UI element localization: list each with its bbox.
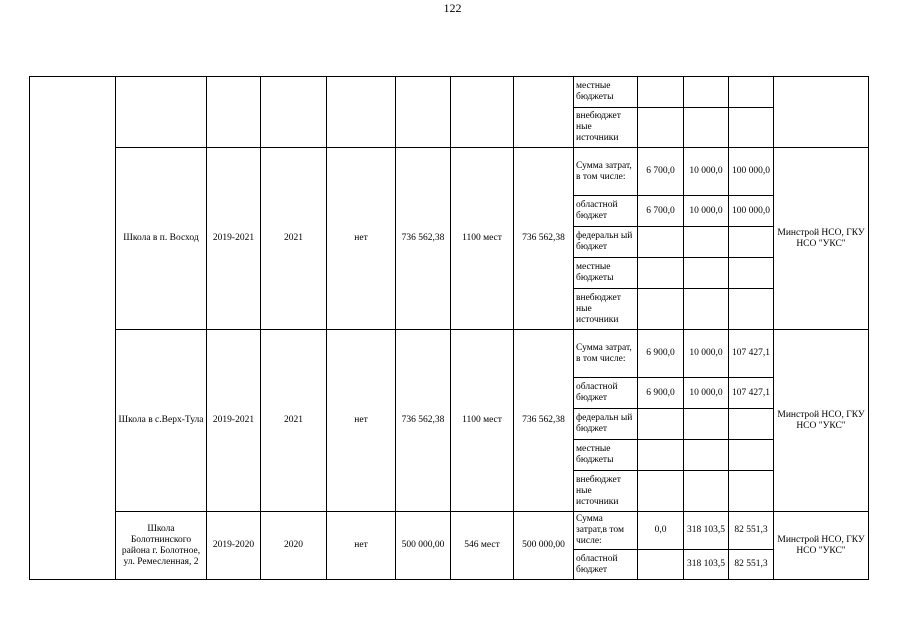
value-cell: 318 103,5	[684, 550, 729, 580]
funding-source-label: местные бюджеты	[574, 440, 638, 471]
funding-source-label: внебюджет ные источники	[574, 471, 638, 512]
value-cell	[684, 258, 729, 289]
period: 2019-2020	[207, 512, 261, 580]
value-cell	[638, 550, 684, 580]
investment-table	[29, 76, 869, 580]
year: 2020	[261, 512, 327, 580]
design-doc-cell	[327, 77, 396, 148]
period: 2019-2021	[207, 148, 261, 330]
value-cell	[684, 227, 729, 258]
remaining-cost: 736 562,38	[514, 330, 574, 512]
funding-source-label: местные бюджеты	[574, 77, 638, 108]
page-number: 122	[443, 1, 462, 15]
object-name: Школа Болотнинского района г. Болотное, ул. Ремесленная, 2	[116, 512, 207, 580]
object-name: Школа в с.Верх-Тула	[116, 330, 207, 512]
period-cell	[207, 77, 261, 148]
capacity-cell	[451, 77, 514, 148]
value-cell: 10 000,0	[684, 330, 729, 378]
period: 2019-2021	[207, 330, 261, 512]
responsible: Минстрой НСО, ГКУ НСО "УКС"	[774, 512, 869, 580]
remaining-cost-cell	[514, 77, 574, 148]
value-cell: 6 700,0	[638, 196, 684, 227]
design-doc: нет	[327, 148, 396, 330]
estimate-cost-cell	[396, 77, 451, 148]
value-cell	[638, 440, 684, 471]
object-name: Школа в п. Восход	[116, 148, 207, 330]
funding-source-label: местные бюджеты	[574, 258, 638, 289]
value-cell	[638, 471, 684, 512]
value-cell	[729, 227, 774, 258]
responsible: Минстрой НСО, ГКУ НСО "УКС"	[774, 148, 869, 330]
value-cell: 107 427,1	[729, 330, 774, 378]
value-cell	[684, 77, 729, 108]
value-cell: 82 551,3	[729, 550, 774, 580]
responsible-cell	[774, 77, 869, 148]
remaining-cost: 736 562,38	[514, 148, 574, 330]
capacity: 1100 мест	[451, 148, 514, 330]
value-cell	[729, 440, 774, 471]
value-cell: 107 427,1	[729, 378, 774, 409]
capacity: 1100 мест	[451, 330, 514, 512]
value-cell: 10 000,0	[684, 196, 729, 227]
value-cell: 100 000,0	[729, 148, 774, 196]
object-name-cell	[116, 77, 207, 148]
funding-source-label: внебюджет ные источники	[574, 289, 638, 330]
value-cell	[684, 409, 729, 440]
value-cell	[638, 77, 684, 108]
funding-source-label: федеральн ый бюджет	[574, 227, 638, 258]
estimate-cost: 736 562,38	[396, 330, 451, 512]
value-cell	[638, 108, 684, 148]
funding-source-label: внебюджет ные источники	[574, 108, 638, 148]
row-number-cell	[30, 77, 116, 580]
value-cell: 10 000,0	[684, 378, 729, 409]
funding-source-label: Сумма затрат,в том числе:	[574, 512, 638, 550]
funding-source-label: Сумма затрат, в том числе:	[574, 148, 638, 196]
funding-source-label: областной бюджет	[574, 196, 638, 227]
value-cell	[729, 258, 774, 289]
design-doc: нет	[327, 330, 396, 512]
year: 2021	[261, 148, 327, 330]
value-cell: 100 000,0	[729, 196, 774, 227]
value-cell	[729, 77, 774, 108]
year: 2021	[261, 330, 327, 512]
value-cell: 6 700,0	[638, 148, 684, 196]
table-row	[30, 512, 869, 550]
value-cell	[684, 471, 729, 512]
value-cell	[729, 471, 774, 512]
value-cell	[729, 108, 774, 148]
value-cell	[684, 108, 729, 148]
table-row	[30, 330, 869, 378]
value-cell: 82 551,3	[729, 512, 774, 550]
value-cell	[684, 440, 729, 471]
capacity: 546 мест	[451, 512, 514, 580]
value-cell	[684, 289, 729, 330]
funding-source-label: областной бюджет	[574, 550, 638, 580]
value-cell	[638, 258, 684, 289]
value-cell: 6 900,0	[638, 378, 684, 409]
value-cell	[638, 227, 684, 258]
value-cell: 318 103,5	[684, 512, 729, 550]
estimate-cost: 736 562,38	[396, 148, 451, 330]
value-cell: 6 900,0	[638, 330, 684, 378]
remaining-cost: 500 000,00	[514, 512, 574, 580]
value-cell	[638, 409, 684, 440]
table-row	[30, 77, 869, 108]
funding-source-label: Сумма затрат, в том числе:	[574, 330, 638, 378]
value-cell	[729, 409, 774, 440]
design-doc: нет	[327, 512, 396, 580]
value-cell: 0,0	[638, 512, 684, 550]
funding-source-label: федеральн ый бюджет	[574, 409, 638, 440]
table-row	[30, 148, 869, 196]
responsible: Минстрой НСО, ГКУ НСО "УКС"	[774, 330, 869, 512]
value-cell: 10 000,0	[684, 148, 729, 196]
value-cell	[729, 289, 774, 330]
funding-source-label: областной бюджет	[574, 378, 638, 409]
value-cell	[638, 289, 684, 330]
year-cell	[261, 77, 327, 148]
estimate-cost: 500 000,00	[396, 512, 451, 580]
